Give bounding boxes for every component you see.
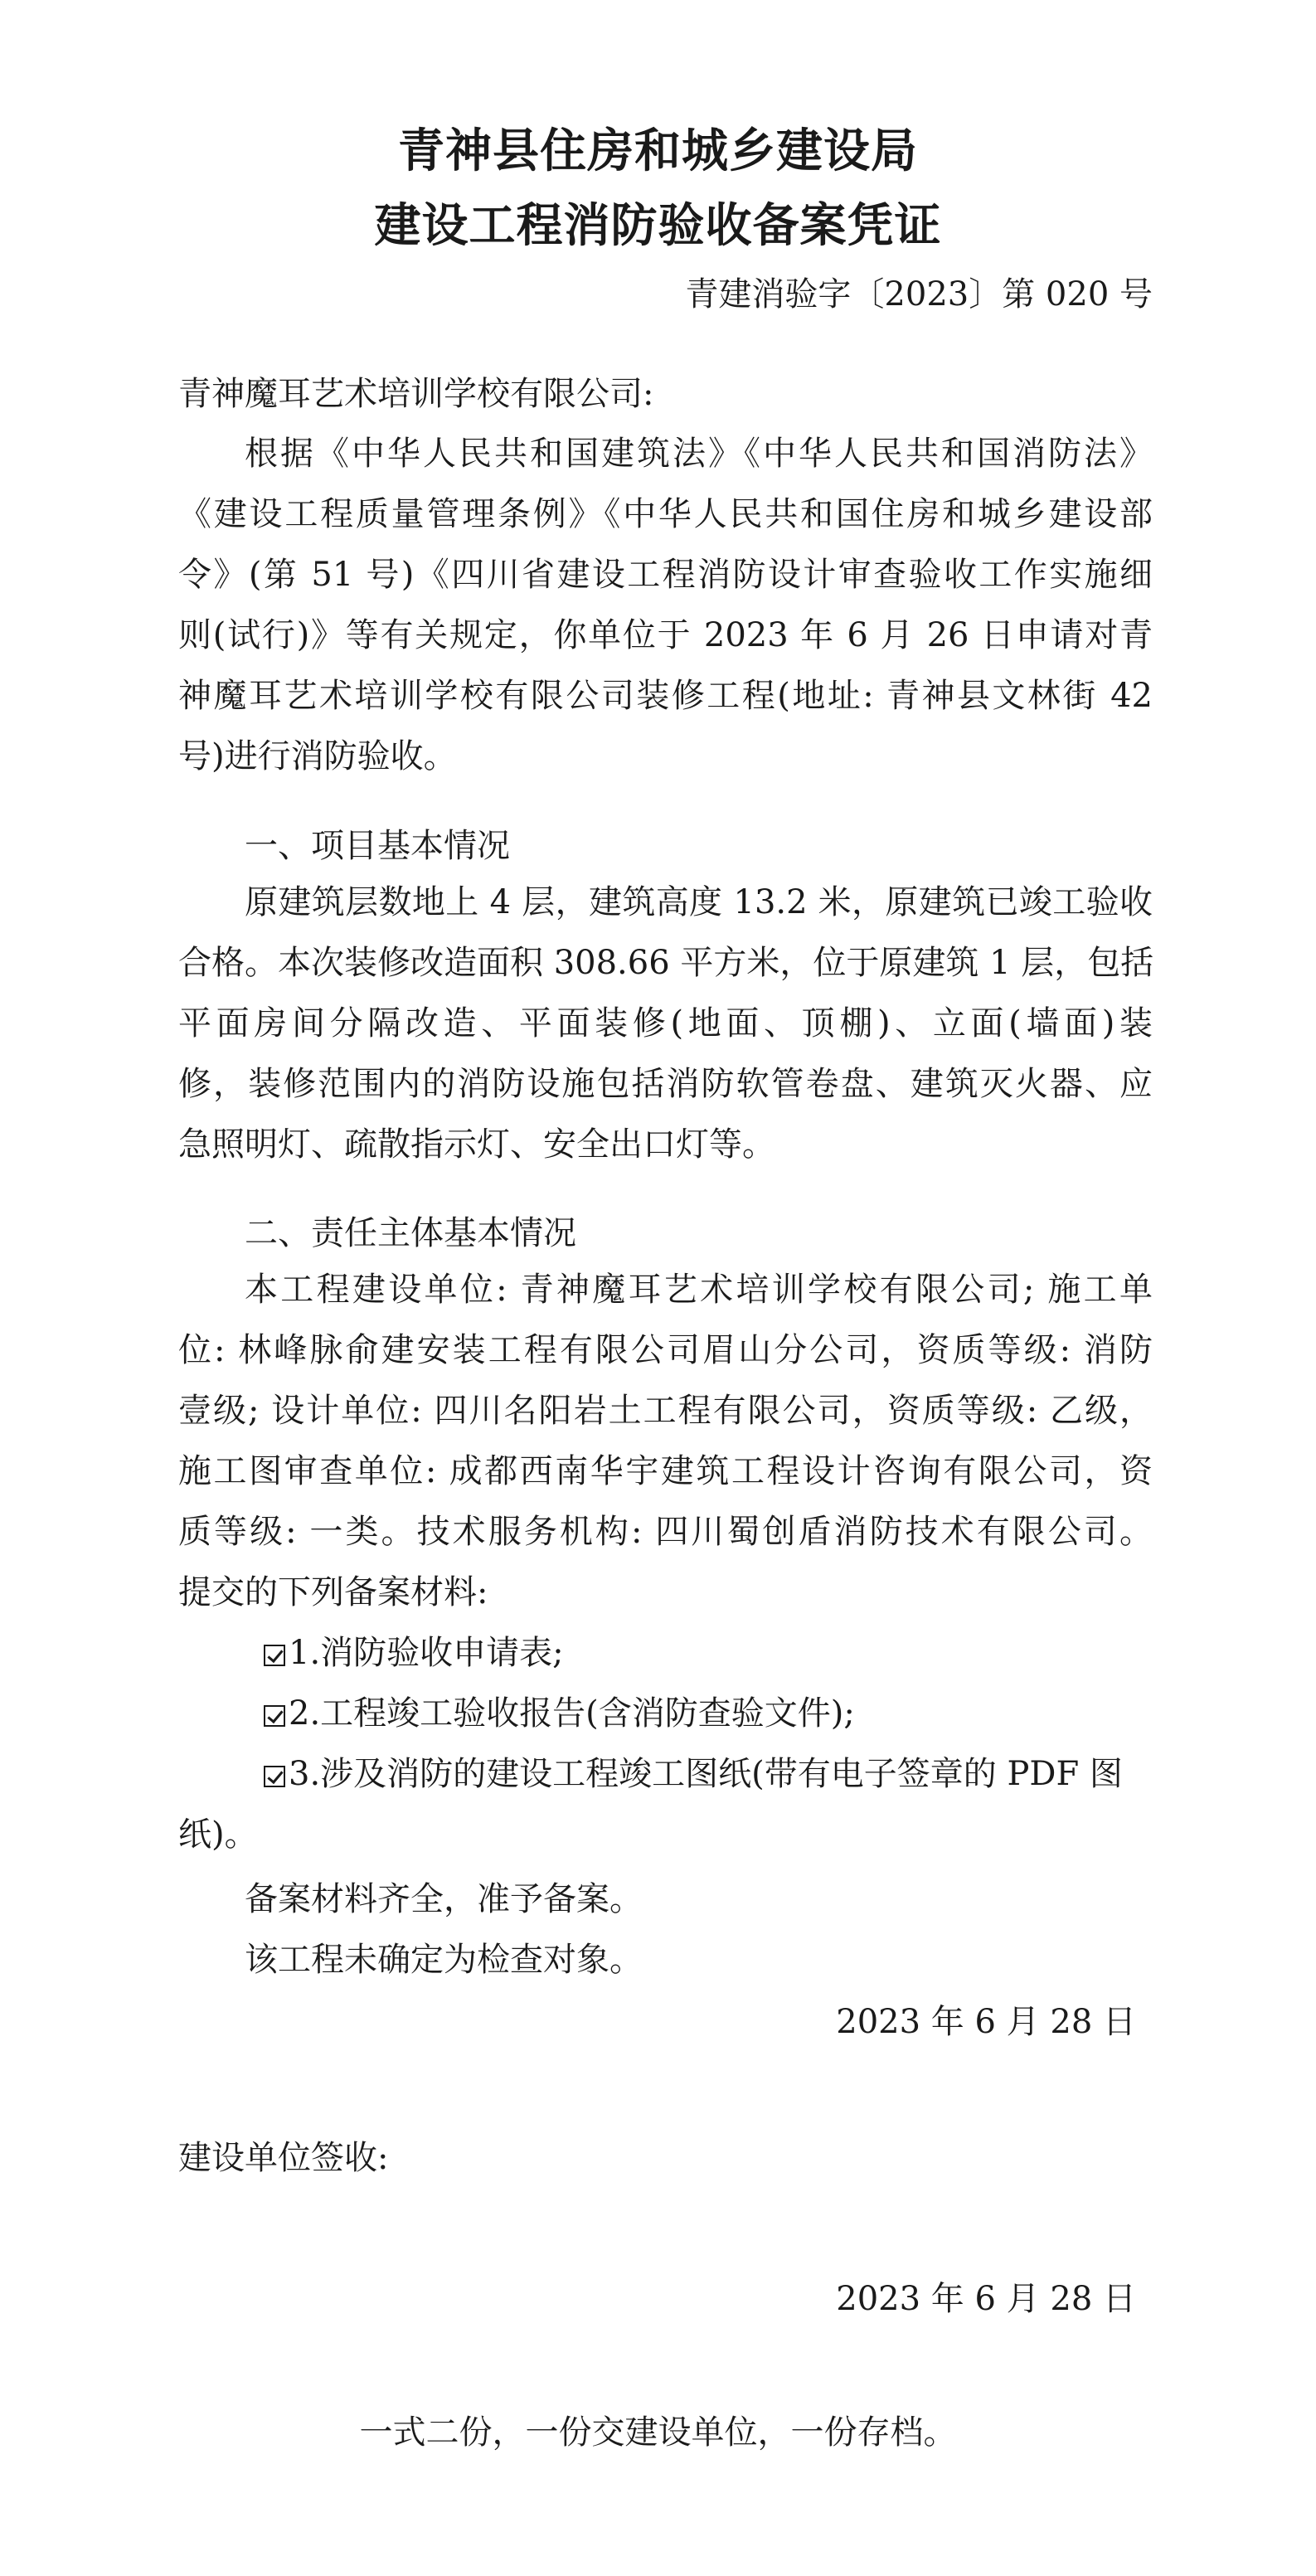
section1-line: 合格。本次装修改造面积 308.66 平方米，位于原建筑 1 层，包括 bbox=[178, 944, 1154, 982]
addressee: 青神魔耳艺术培训学校有限公司: bbox=[178, 375, 654, 413]
section1-line: 原建筑层数地上 4 层，建筑高度 13.2 米，原建筑已竣工验收 bbox=[245, 883, 1153, 921]
footer-note: 一式二份，一份交建设单位，一份存档。 bbox=[359, 2413, 957, 2452]
intro-line: 根据《中华人民共和国建筑法》《中华人民共和国消防法》 bbox=[245, 435, 1153, 473]
section1-line: 修，装修范围内的消防设施包括消防软管卷盘、建筑灭火器、应 bbox=[178, 1065, 1153, 1103]
material-item bbox=[264, 1757, 1153, 1791]
material-item bbox=[264, 1694, 855, 1733]
intro-line: 神魔耳艺术培训学校有限公司装修工程(地址: 青神县文林街 42 bbox=[178, 677, 1153, 715]
material-text: 1.消防验收申请表; bbox=[289, 1634, 564, 1672]
intro-line: 令》(第 51 号)《四川省建设工程消防设计审查验收工作实施细 bbox=[178, 556, 1153, 594]
checkbox-checked-icon bbox=[264, 1766, 285, 1787]
intro-line: 号)进行消防验收。 bbox=[178, 737, 457, 775]
checkbox-checked-icon bbox=[264, 1705, 285, 1727]
material-item bbox=[264, 1636, 564, 1670]
receipt-date: 2023 年 6 月 28 日 bbox=[836, 2280, 1136, 2318]
section-heading: 二、责任主体基本情况 bbox=[245, 1214, 576, 1252]
inspection-note: 该工程未确定为检查对象。 bbox=[245, 1941, 643, 1979]
material-text: 2.工程竣工验收报告(含消防查验文件); bbox=[289, 1694, 855, 1733]
material-text: 3.涉及消防的建设工程竣工图纸(带有电子签章的 PDF 图 bbox=[289, 1755, 1123, 1793]
page-subtitle: 建设工程消防验收备案凭证 bbox=[374, 199, 942, 253]
section-heading: 一、项目基本情况 bbox=[245, 827, 510, 865]
checkbox-checked-icon bbox=[264, 1645, 285, 1666]
section2-line: 提交的下列备案材料: bbox=[178, 1573, 488, 1611]
approval-text: 备案材料齐全，准予备案。 bbox=[245, 1880, 643, 1918]
intro-line: 《建设工程质量管理条例》《中华人民共和国住房和城乡建设部 bbox=[178, 495, 1153, 533]
section2-line: 施工图审查单位: 成都西南华宇建筑工程设计咨询有限公司，资 bbox=[178, 1452, 1153, 1490]
section2-line: 质等级: 一类。技术服务机构: 四川蜀创盾消防技术有限公司。 bbox=[178, 1513, 1153, 1551]
page-title: 青神县住房和城乡建设局 bbox=[398, 124, 918, 178]
section2-line: 位: 林峰脉俞建安装工程有限公司眉山分公司，资质等级: 消防 bbox=[178, 1331, 1153, 1369]
receipt-label: 建设单位签收: bbox=[178, 2139, 389, 2177]
material-continuation: 纸)。 bbox=[178, 1815, 258, 1854]
section1-line: 急照明灯、疏散指示灯、安全出口灯等。 bbox=[178, 1125, 775, 1164]
section2-line: 本工程建设单位: 青神魔耳艺术培训学校有限公司; 施工单 bbox=[245, 1271, 1153, 1309]
intro-line: 则(试行)》等有关规定，你单位于 2023 年 6 月 26 日申请对青 bbox=[178, 616, 1153, 654]
document-number: 青建消验字〔2023〕第 020 号 bbox=[685, 275, 1153, 313]
section1-line: 平面房间分隔改造、平面装修(地面、顶棚)、立面(墙面)装 bbox=[178, 1004, 1153, 1043]
issue-date: 2023 年 6 月 28 日 bbox=[836, 2003, 1136, 2041]
section2-line: 壹级; 设计单位: 四川名阳岩土工程有限公司，资质等级: 乙级， bbox=[178, 1392, 1153, 1430]
